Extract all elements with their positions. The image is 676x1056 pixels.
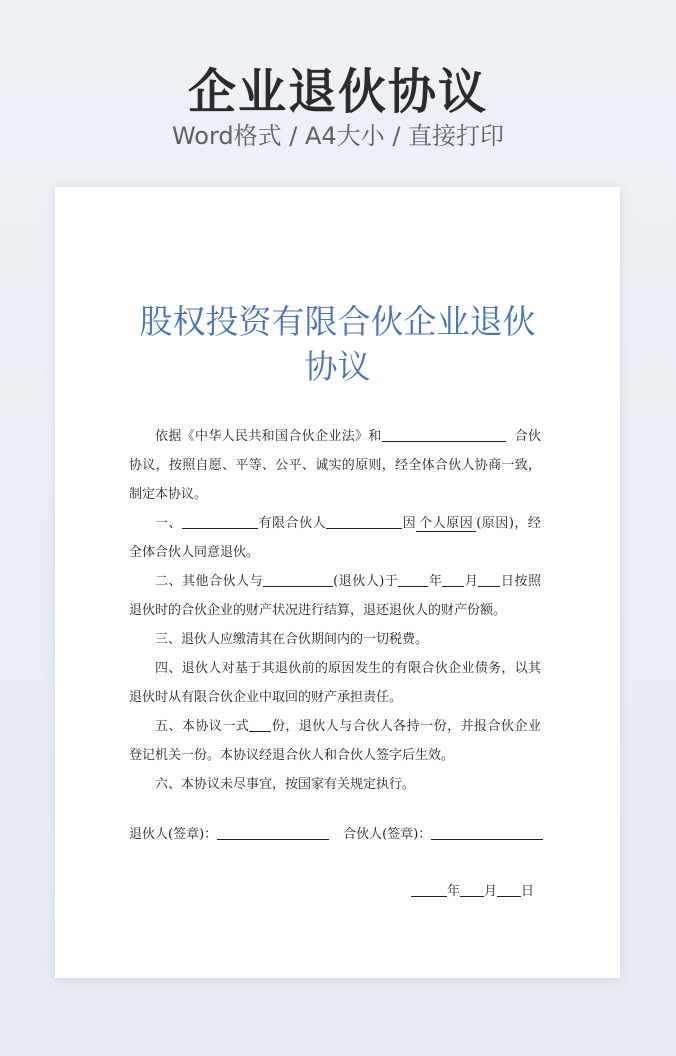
date-month-label: 月: [483, 884, 497, 899]
paragraph-clause-4: 四、退伙人对基于其退伙前的原因发生的有限合伙企业债务，以其退伙时从有限合伙企业中取回的财产承担责任。: [129, 661, 541, 705]
date-day-label: 日: [520, 884, 534, 899]
date-year-line: [411, 882, 447, 897]
preamble-text-a: 依据《中华人民共和国合伙企业法》和: [155, 429, 382, 444]
date-day-line: [497, 882, 521, 897]
document-title: [55, 299, 620, 389]
retiree-signature-line: [217, 825, 329, 840]
clause-2-text-c: 日按照退伙时的合伙企业的财产状况进行结算，退还退伙人的财产份额。: [129, 574, 541, 618]
document-title-line-2: 协议: [304, 347, 371, 386]
blank-agreement-name: [382, 427, 506, 442]
clause-1-text-c: 因: [402, 516, 417, 531]
clause-2-text-a: 二、其他合伙人与: [155, 574, 264, 589]
paragraph-clause-6: 六、本协议未尽事宜，按国家有关规定执行。: [155, 777, 416, 792]
paragraph-clause-5: [129, 712, 541, 770]
blank-day: [478, 572, 500, 587]
clause-2-month: 月: [464, 574, 479, 589]
retiree-signature-label: 退伙人(签章)：: [129, 827, 218, 842]
clause-2-text-b: (退伙人)于: [333, 574, 399, 589]
clause-5-text-a: 五、本协议一式: [155, 719, 250, 734]
document-title-line-1: 股权投资有限合伙企业退伙: [139, 302, 536, 341]
page-subtitle: Word格式 / A4大小 / 直接打印: [171, 122, 505, 150]
page-title: 企业退伙协议: [187, 64, 488, 120]
clause-1-text-d: (原因)，经全体合伙人同意退伙。: [129, 516, 541, 560]
date-month-line: [460, 882, 484, 897]
paragraph-clause-2: [129, 567, 541, 625]
paragraph-preamble: [129, 422, 541, 509]
blank-month: [442, 572, 464, 587]
blank-partner-name: [326, 514, 402, 529]
signature-row: [129, 825, 549, 845]
date-row: [411, 882, 534, 902]
clause-1-text-a: 一、: [155, 516, 183, 531]
clause-1-text-b: 有限合伙人: [258, 516, 327, 531]
clause-5-text-b: 份，退伙人与合伙人各持一份，并报合伙企业登记机关一份。本协议经退合伙人和合伙人签字后生效。: [129, 719, 541, 763]
paragraph-clause-3: 三、退伙人应缴清其在合伙期间内的一切税费。: [155, 632, 429, 647]
date-year-label: 年: [446, 884, 460, 899]
partner-signature-line: [431, 825, 543, 840]
clause-1-reason: 个人原因: [416, 516, 476, 532]
document-page: [55, 187, 620, 978]
paragraph-clause-1: [129, 509, 541, 567]
blank-retiree-name: [182, 514, 258, 529]
partner-signature-label: 合伙人(签章)：: [343, 827, 432, 842]
blank-retiree: [263, 572, 333, 587]
preamble-text-b: 合伙协议，按照自愿、平等、公平、诚实的原则，经全体合伙人协商一致，制定本协议。: [129, 429, 541, 502]
clause-2-year: 年: [428, 574, 443, 589]
blank-copies: [249, 717, 271, 732]
document-body: [129, 422, 541, 799]
blank-year: [398, 572, 428, 587]
